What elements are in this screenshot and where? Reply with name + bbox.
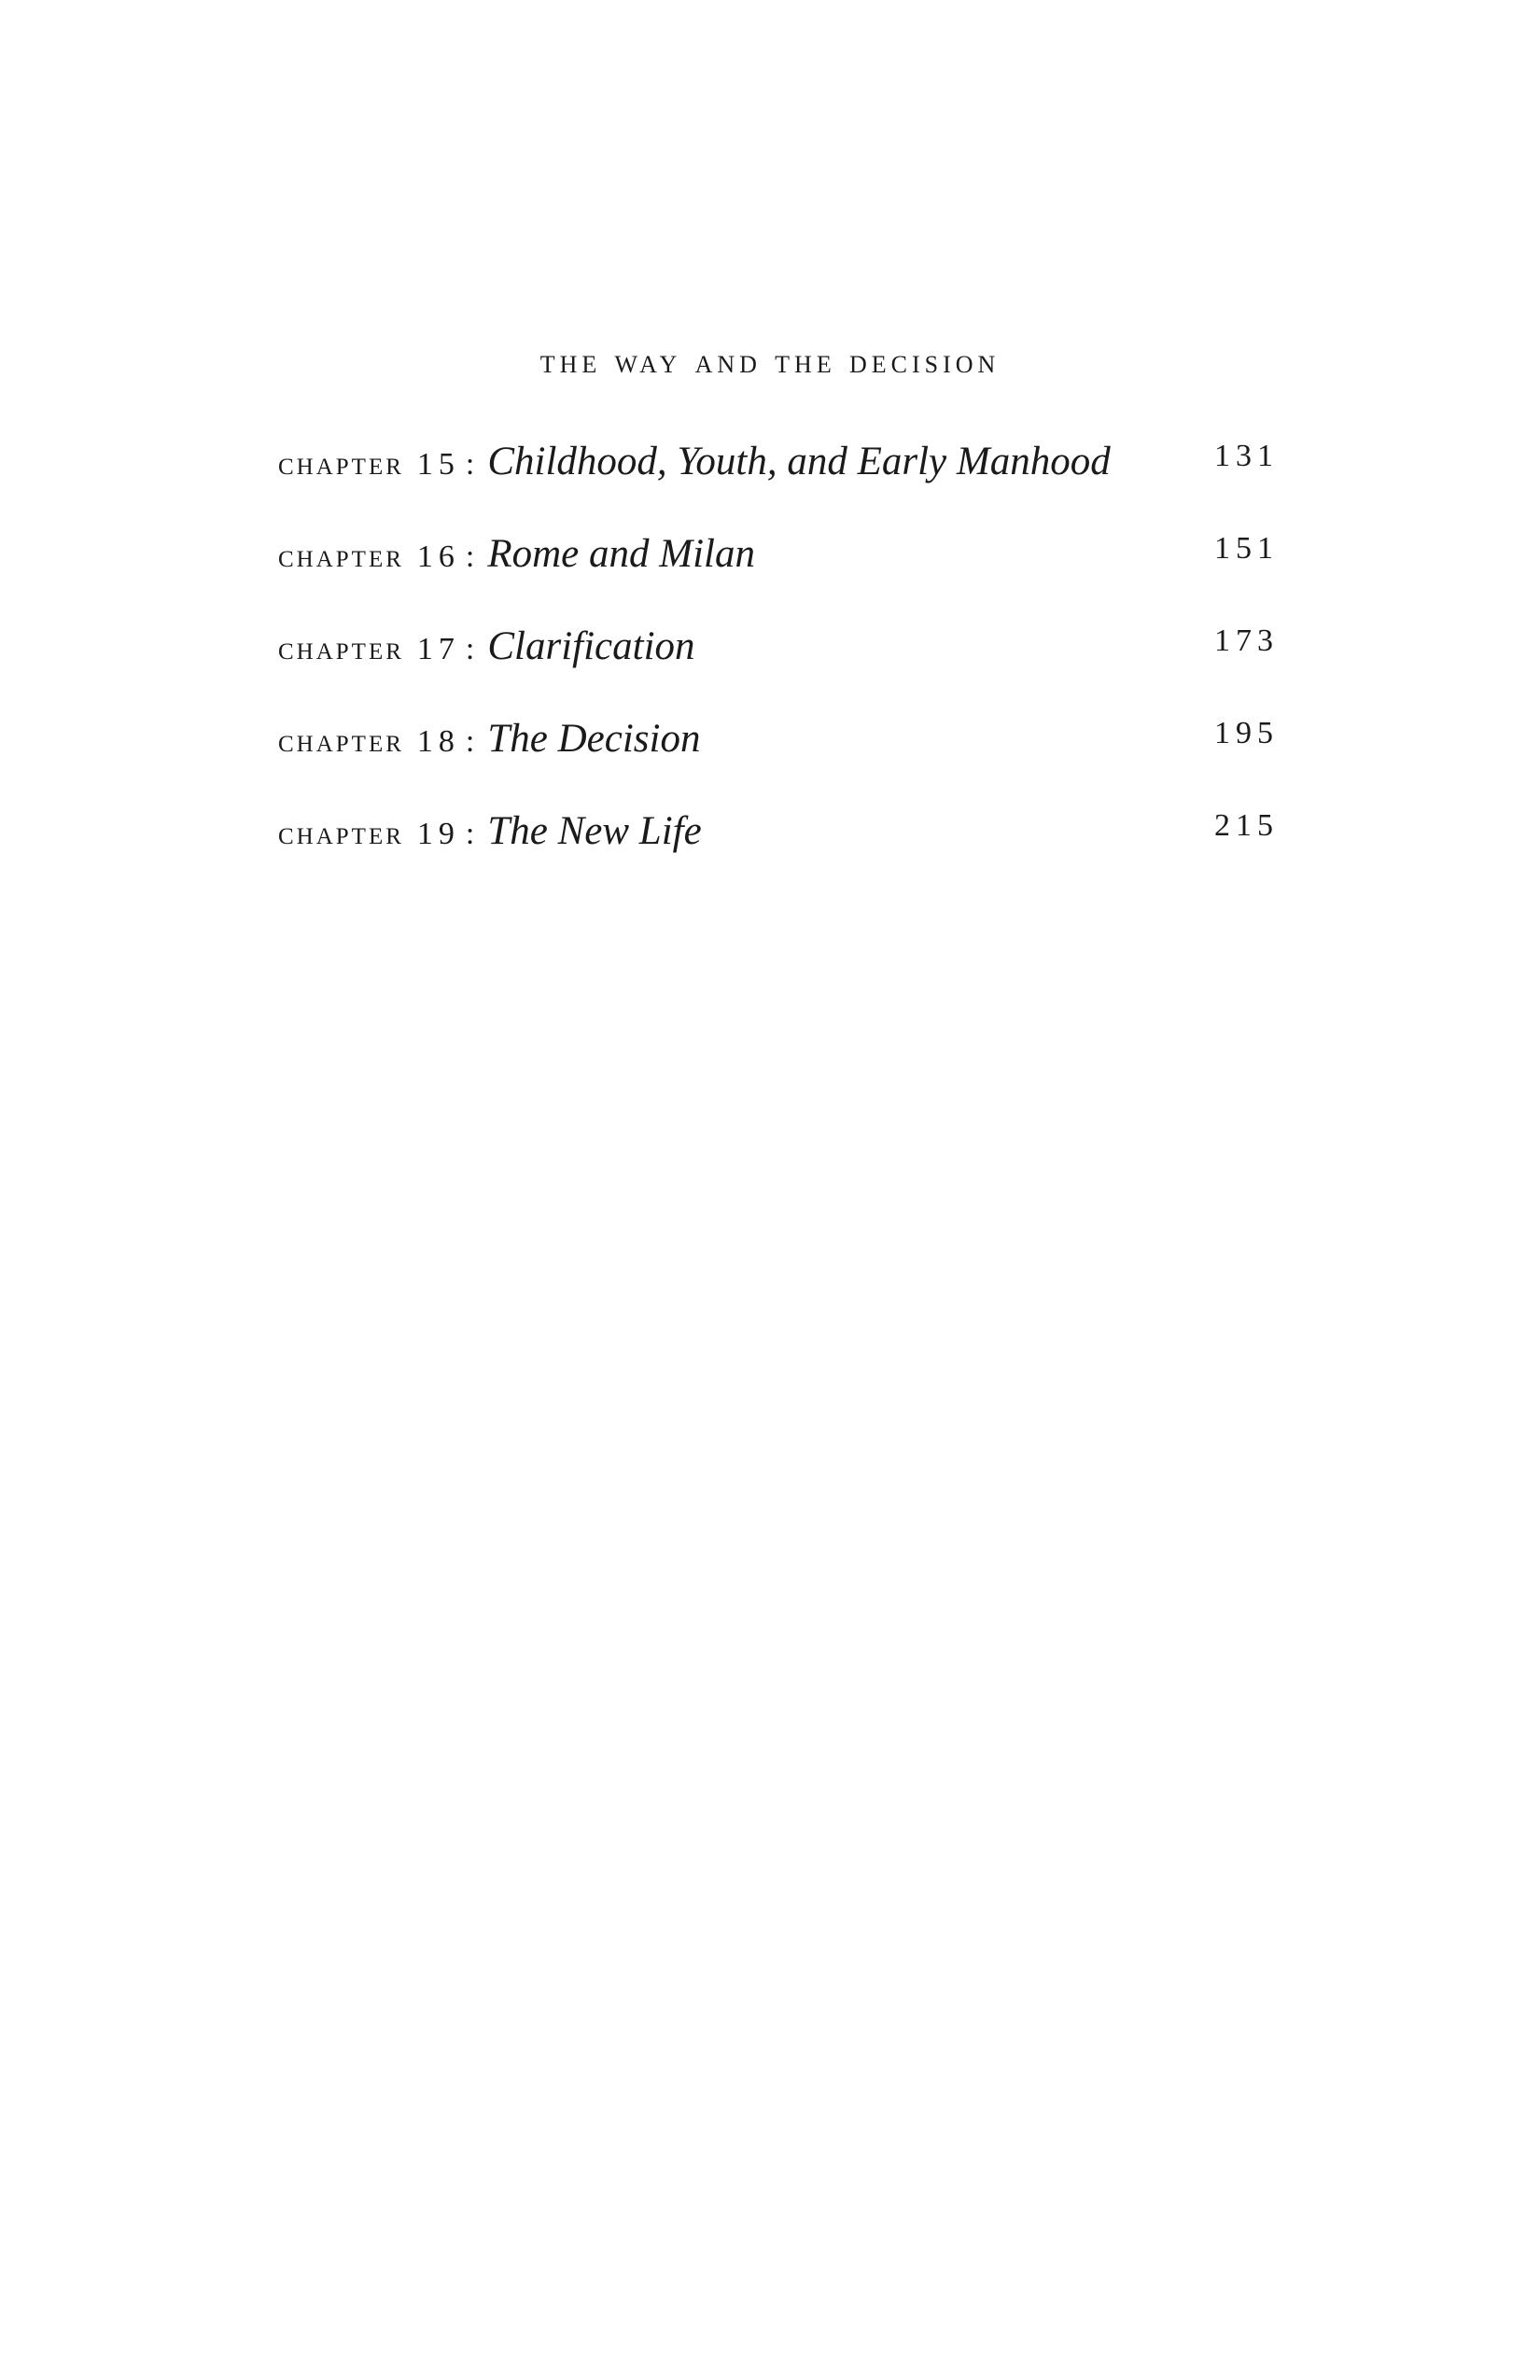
chapter-title: The Decision (487, 717, 701, 761)
page-number: 215 (1214, 808, 1279, 843)
chapter-label: chapter (278, 722, 404, 759)
chapter-label: chapter (278, 815, 404, 851)
chapter-number: 15 (416, 447, 460, 482)
chapter-number: 17 (416, 632, 460, 666)
chapter-number: 16 (416, 539, 460, 574)
chapter-label: chapter (278, 630, 404, 666)
chapter-number: 19 (416, 817, 460, 851)
page-number: 151 (1214, 531, 1279, 566)
chapter-number: 18 (416, 724, 460, 759)
toc-entry[interactable] (278, 808, 1279, 901)
toc-entry[interactable] (278, 623, 1279, 716)
chapter-label: chapter (278, 445, 404, 482)
separator: : (465, 539, 475, 574)
part-heading: the way and the decision (539, 343, 1001, 381)
chapter-title: Childhood, Youth, and Early Manhood (487, 440, 1111, 483)
table-of-contents (278, 439, 1279, 901)
separator: : (465, 724, 475, 759)
separator: : (465, 447, 475, 482)
chapter-title: Clarification (487, 624, 695, 668)
page-number: 173 (1214, 623, 1279, 658)
toc-entry[interactable] (278, 716, 1279, 808)
chapter-label: chapter (278, 538, 404, 574)
toc-entry[interactable] (278, 531, 1279, 623)
page-number: 131 (1214, 439, 1279, 473)
chapter-title: The New Life (487, 809, 702, 853)
chapter-title: Rome and Milan (487, 532, 755, 576)
separator: : (465, 817, 475, 851)
page-number: 195 (1214, 716, 1279, 750)
toc-entry[interactable] (278, 439, 1279, 531)
separator: : (465, 632, 475, 666)
